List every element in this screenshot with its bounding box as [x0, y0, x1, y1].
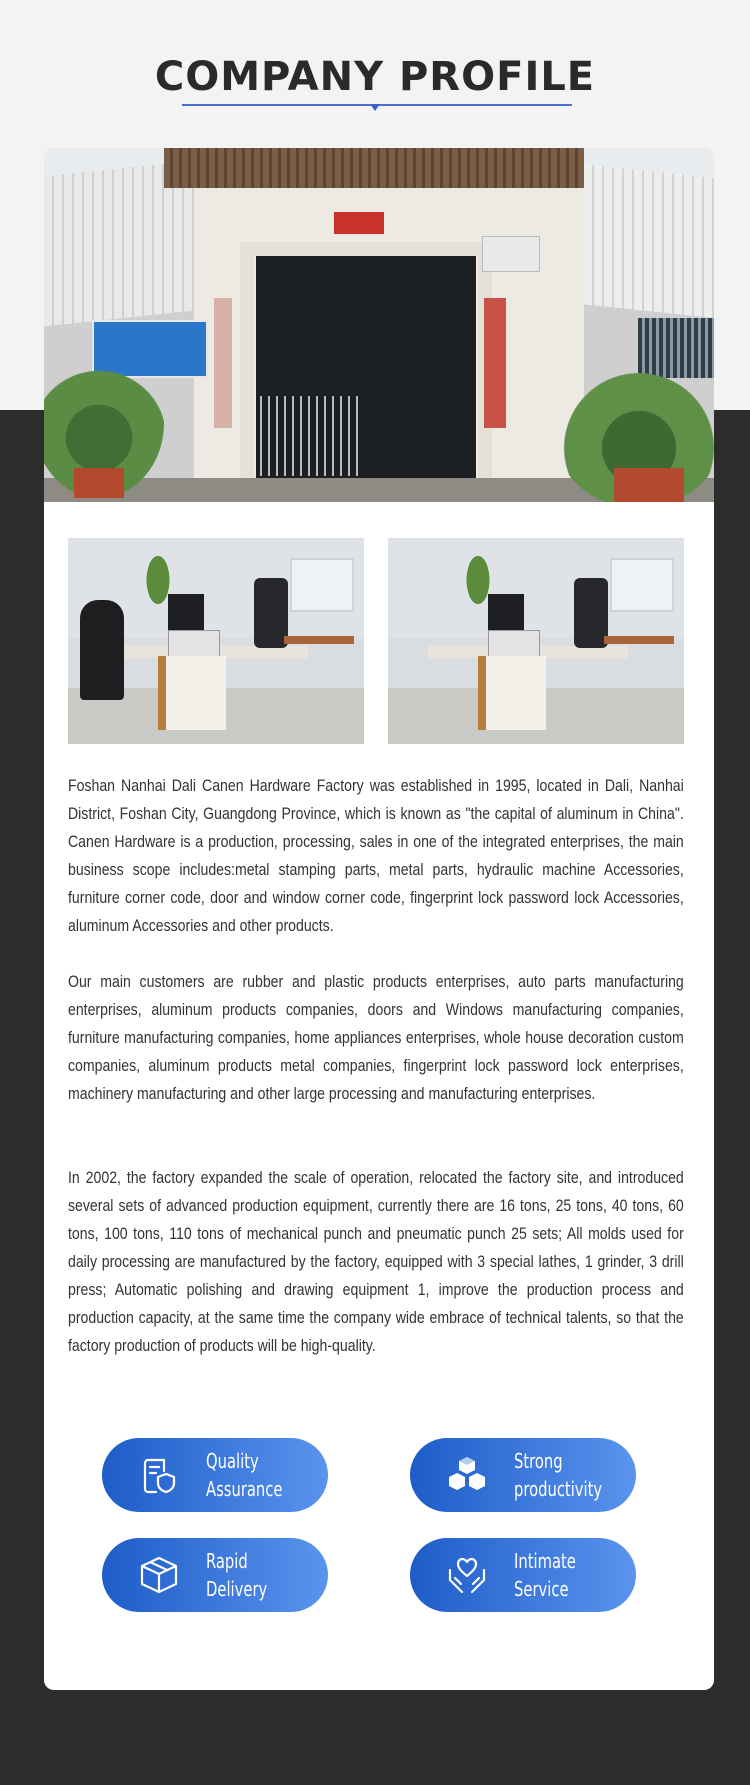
profile-card: [44, 148, 714, 1690]
package-box-icon: [138, 1554, 180, 1596]
feature-quality-assurance: [102, 1438, 328, 1512]
profile-paragraph-3: In 2002, the factory expanded the scale of operation, relocated the factory site, and introduced several sets of advanced production equipment, currently there are 16 tons, 25 tons, 40 tons, 60 tons, 100 tons, 110 tons of mechanical punch and pneumatic punch 25 sets; All molds used for daily processing are manufactured by the factory, equipped with 3 special lathes, 1 grinder, 3 drill press; Automatic polishing and drawing equipment 1, improve the production process and production capacity, at the same time the company wide embrace of technical talents, so that the factory production of products will be high-quality.: [68, 1169, 684, 1355]
feature-rapid-delivery: [102, 1538, 328, 1612]
office-photo-right: [388, 538, 684, 744]
feature-label: Quality Assurance: [206, 1449, 283, 1501]
document-shield-icon: [138, 1454, 180, 1496]
factory-exterior-photo: [44, 148, 714, 502]
profile-paragraph-1: Foshan Nanhai Dali Canen Hardware Factory was established in 1995, located in Dali, Nanhai District, Foshan City, Guangdong Province, which is known as "the capital of aluminum in China". Canen Hardware is a production, processing, sales in one of the integrated enterprises, the main business scope includes:metal stamping parts, metal parts, hydraulic machine Accessories, furniture corner code, door and window corner code, fingerprint lock password lock Accessories, aluminum Accessories and other products.: [68, 777, 684, 935]
title-arrow-icon: [370, 104, 380, 111]
feature-label: Strong productivity: [514, 1449, 603, 1501]
feature-strong-productivity: [410, 1438, 636, 1512]
feature-label: Rapid Delivery: [206, 1549, 268, 1601]
feature-intimate-service: [410, 1538, 636, 1612]
heart-hands-icon: [446, 1554, 488, 1596]
feature-label: Intimate Service: [514, 1549, 576, 1601]
profile-paragraph-2: Our main customers are rubber and plastic products enterprises, auto parts manufacturing enterprises, aluminum products companies, doors and Windows manufacturing companies, furniture manufacturing companies, home appliances enterprises, whole house decoration custom companies, aluminum products metal companies, fingerprint lock password lock enterprises, machinery manufacturing and other large processing and manufacturing enterprises.: [68, 973, 684, 1103]
office-photo-left: [68, 538, 364, 744]
boxes-stack-icon: [446, 1454, 488, 1496]
page-title: COMPANY PROFILE: [154, 54, 596, 100]
